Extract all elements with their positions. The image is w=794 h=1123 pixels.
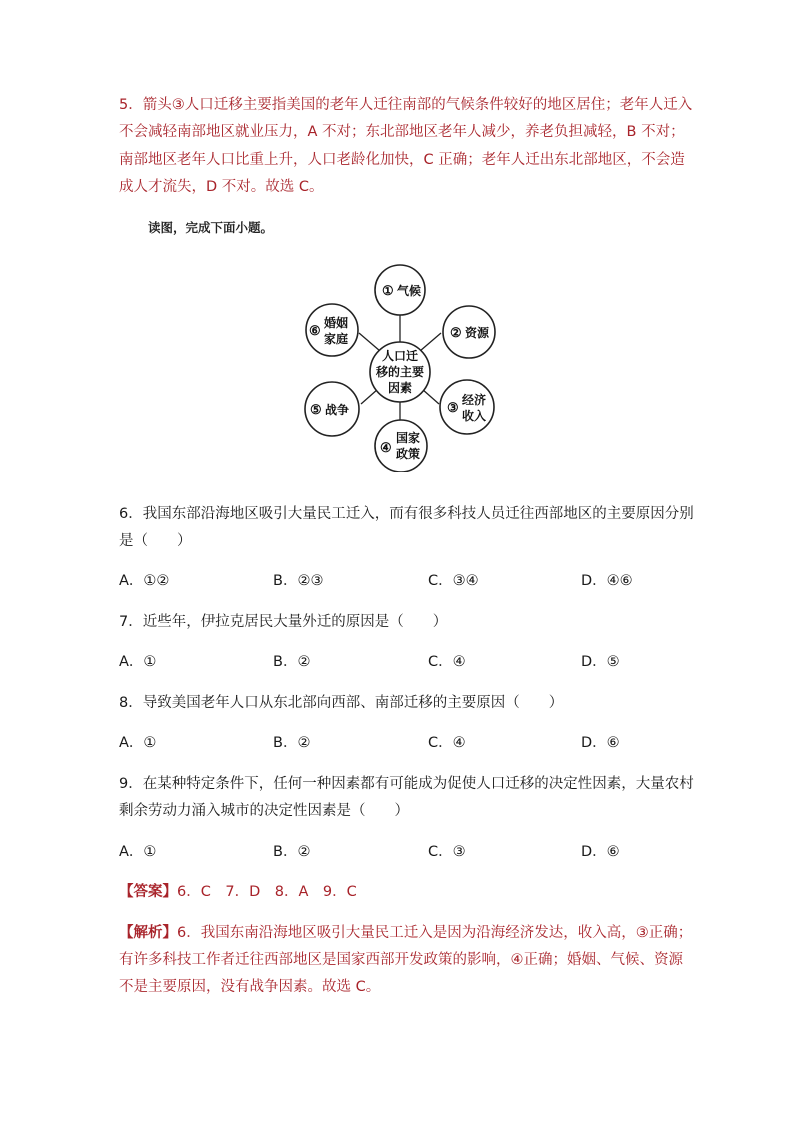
- option-d: D．⑤: [581, 654, 620, 670]
- option-c: C．③④: [428, 573, 479, 589]
- option-c: C．④: [428, 654, 466, 670]
- node-label: 资源: [465, 326, 490, 340]
- node-label: 经济: [462, 393, 487, 407]
- analysis-text: 6．我国东南沿海地区吸引大量民工迁入是因为沿海经济发达，收入高，③正确；: [177, 925, 693, 941]
- option-d: D．⑥: [581, 844, 620, 860]
- explanation-line: 不会减轻南部地区就业压力，A 不对；东北部地区老年人减少，养老负担减轻，B 不对；: [119, 124, 685, 140]
- node-number: ⑤: [310, 403, 322, 418]
- center-label: 人口迁: [381, 349, 419, 363]
- question-stem: 7．近些年，伊拉克居民大量外迁的原因是（ ）: [119, 614, 448, 630]
- option-a: A．①: [119, 735, 157, 751]
- option-c: C．④: [428, 735, 466, 751]
- node-label: 收入: [462, 409, 487, 423]
- node-label: 婚姻: [324, 316, 349, 330]
- node-number: ⑥: [309, 324, 321, 339]
- node-label: 战争: [325, 403, 350, 417]
- analysis-line: 有许多科技工作者迁往西部地区是国家西部开发政策的影响，④正确；婚姻、气候、资源: [119, 952, 683, 968]
- reading-instruction: 读图，完成下面小题。: [148, 220, 274, 235]
- option-d: D．④⑥: [581, 573, 633, 589]
- question-stem: 9．在某种特定条件下，任何一种因素都有可能成为促使人口迁移的决定性因素，大量农村: [119, 776, 694, 792]
- analysis-line: [119, 923, 692, 943]
- option-b: B．②③: [273, 573, 324, 589]
- option-a: A．①: [119, 844, 157, 860]
- question-stem: 6．我国东部沿海地区吸引大量民工迁入，而有很多科技人员迁往西部地区的主要原因分别: [119, 506, 694, 522]
- option-b: B．②: [273, 654, 311, 670]
- analysis-line: 不是主要原因，没有战争因素。故选 C。: [119, 979, 381, 995]
- node-number: ①: [382, 284, 394, 299]
- option-a: A．①②: [119, 573, 170, 589]
- node-label: 国家: [396, 431, 421, 445]
- option-d: D．⑥: [581, 735, 620, 751]
- analysis-label: 【解析】: [119, 925, 177, 941]
- question-stem: 剩余劳动力涌入城市的决定性因素是（ ）: [119, 803, 409, 819]
- option-b: B．②: [273, 735, 311, 751]
- question-stem: 是（ ）: [119, 533, 192, 549]
- node-label: 气候: [397, 284, 422, 298]
- answer-label: 【答案】: [119, 884, 177, 900]
- question-stem: 8．导致美国老年人口从东北部向西部、南部迁移的主要原因（ ）: [119, 695, 564, 711]
- option-b: B．②: [273, 844, 311, 860]
- explanation-line: 南部地区老年人口比重上升，人口老龄化加快，C 正确；老年人迁出东北部地区，不会造: [119, 152, 685, 168]
- center-label: 移的主要: [375, 365, 425, 379]
- explanation-line: 成人才流失，D 不对。故选 C。: [119, 179, 324, 195]
- option-a: A．①: [119, 654, 157, 670]
- node-number: ③: [447, 401, 459, 416]
- explanation-line: 5．箭头③人口迁移主要指美国的老年人迁往南部的气候条件较好的地区居住；老年人迁入: [119, 97, 693, 113]
- answer-line: [119, 882, 357, 902]
- node-label: 政策: [396, 447, 421, 461]
- node-number: ④: [380, 441, 392, 456]
- answer-text: 6．C 7．D 8．A 9．C: [177, 884, 357, 900]
- migration-factors-diagram: [298, 262, 503, 472]
- center-label: 因素: [387, 381, 413, 395]
- node-number: ②: [450, 326, 462, 341]
- node-label: 家庭: [324, 332, 349, 346]
- option-c: C．③: [428, 844, 466, 860]
